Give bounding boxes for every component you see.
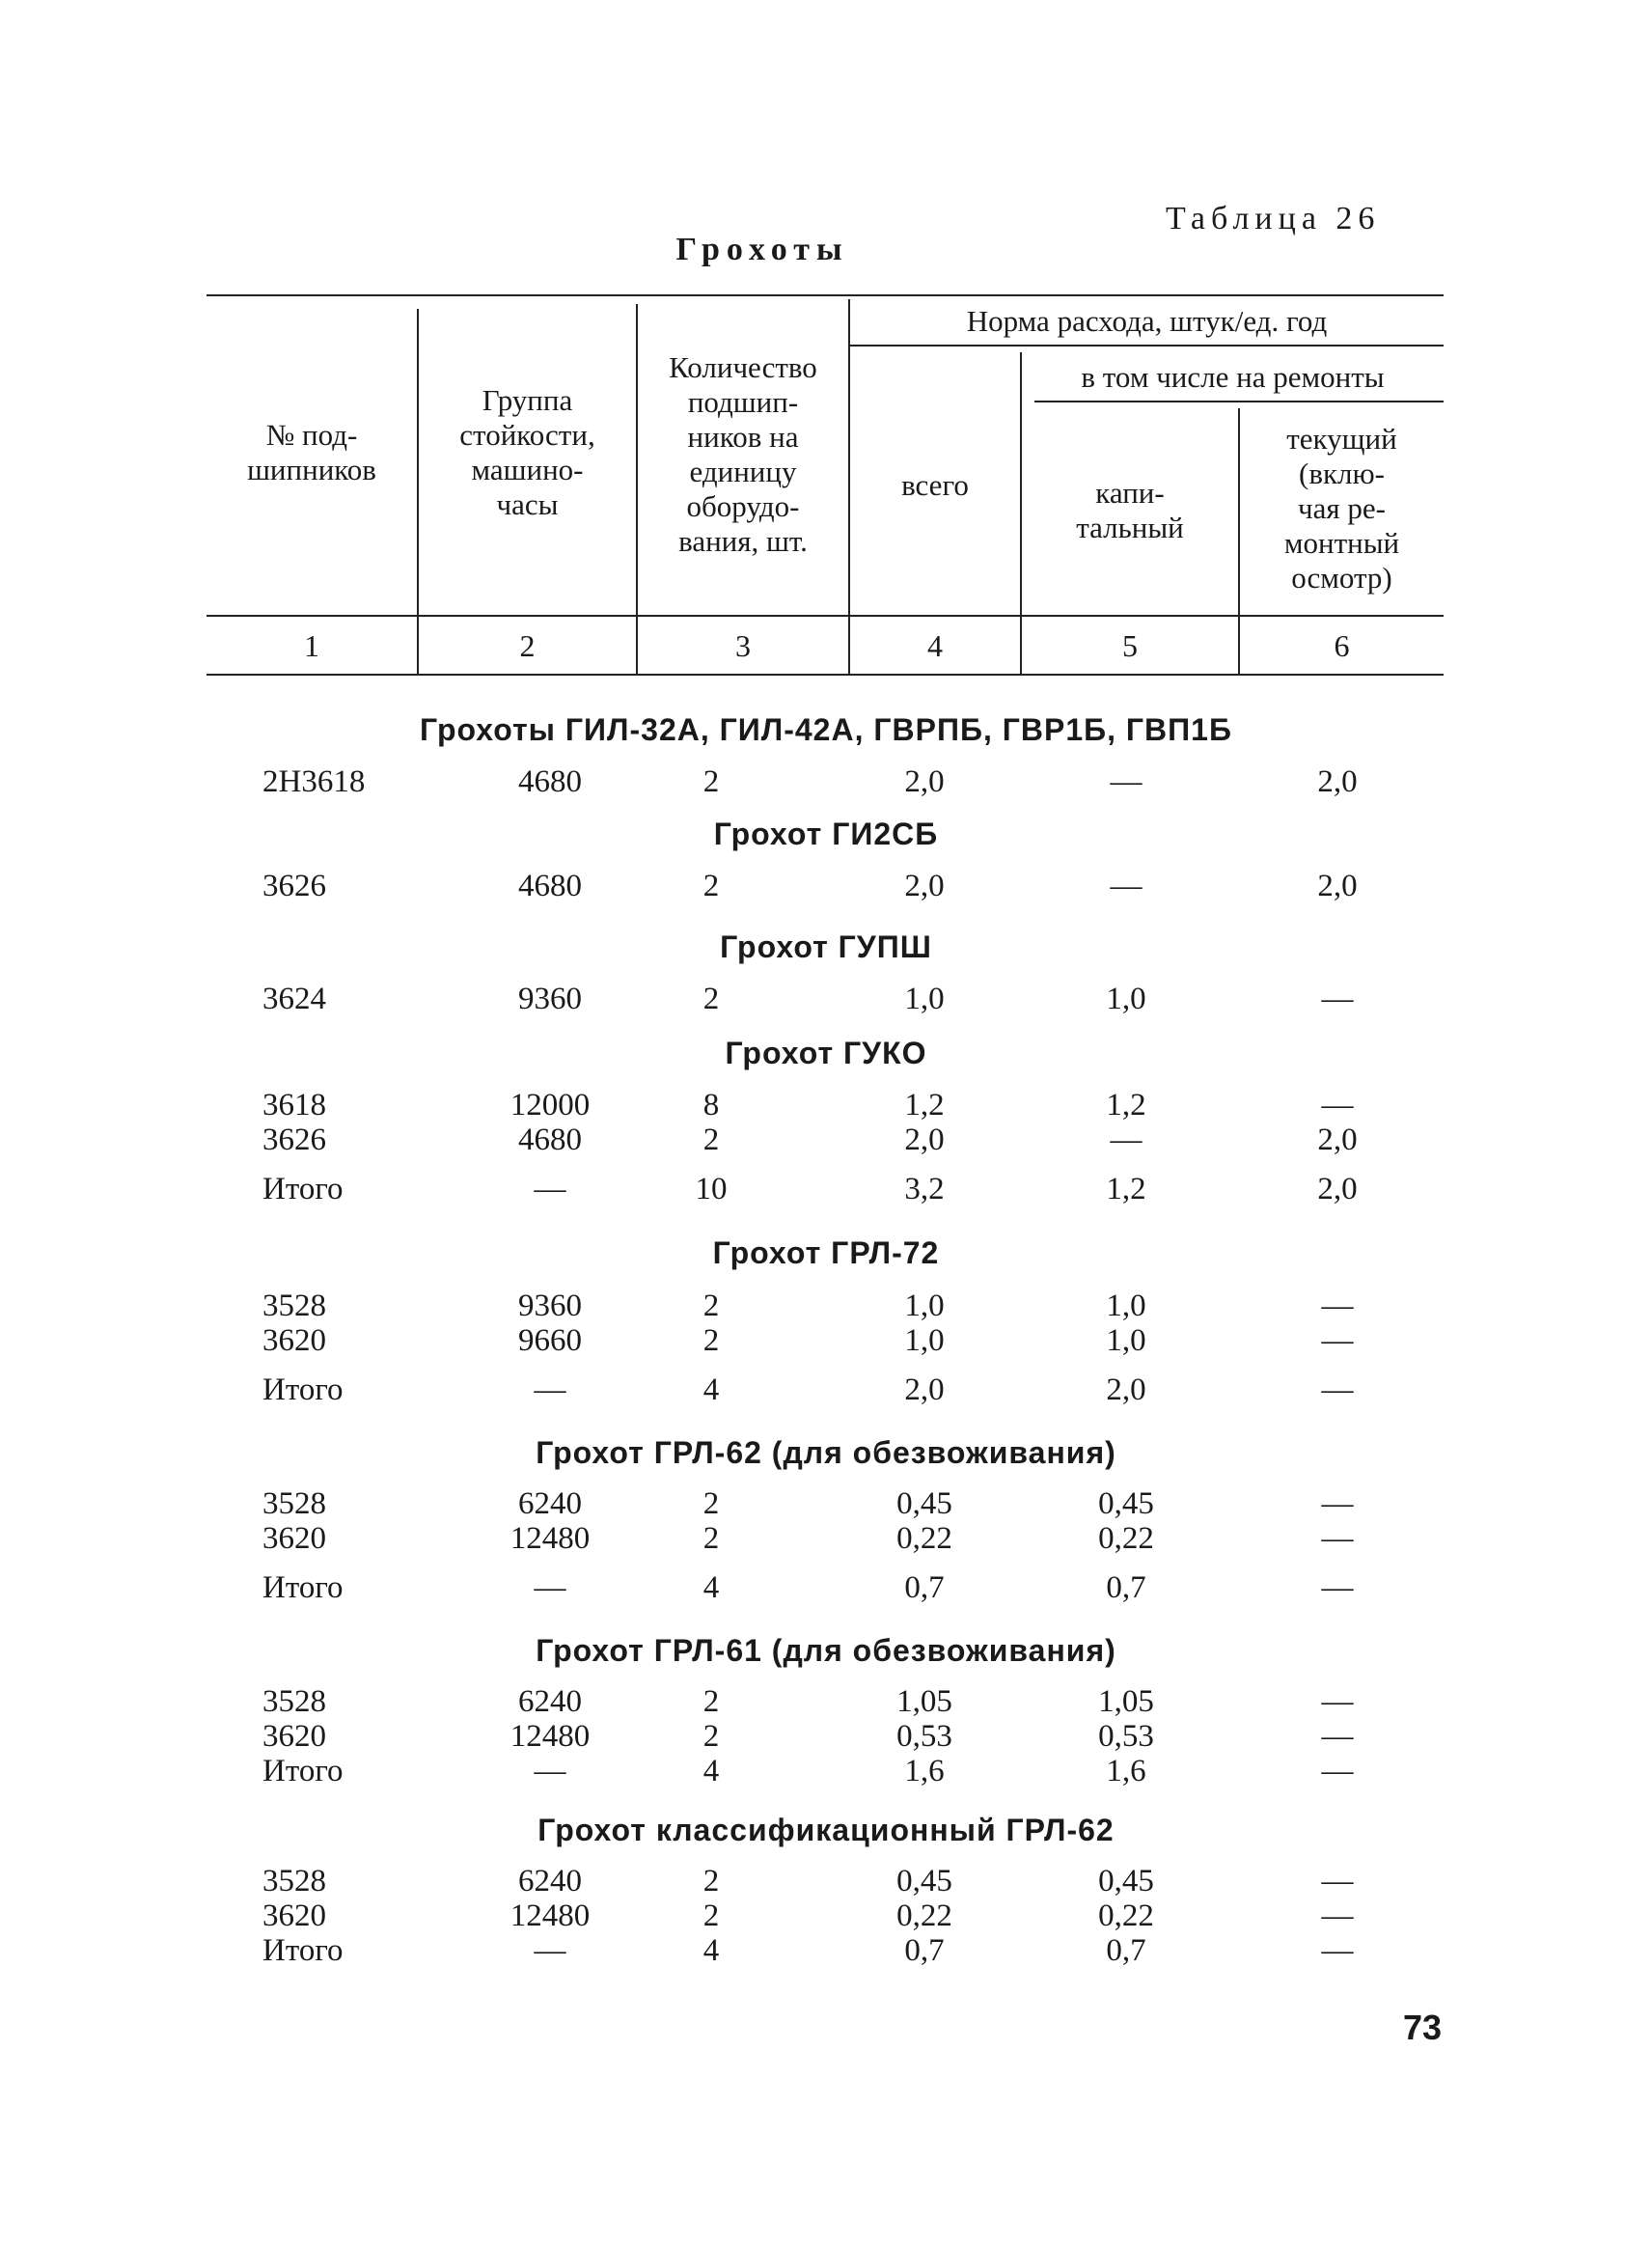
cell-current: —: [1321, 1719, 1354, 1754]
cell-quantity: 4: [702, 1570, 720, 1605]
total-row: [0, 1172, 1652, 1210]
cell-capital: 1,2: [1106, 1088, 1146, 1122]
cell-quantity: 2: [702, 1486, 720, 1521]
cell-bearing: 3528: [262, 1864, 326, 1899]
cell-capital: 0,45: [1098, 1864, 1154, 1899]
cell-capital: 2,0: [1106, 1372, 1146, 1407]
cell-durability: 12480: [509, 1521, 591, 1556]
table-row: [0, 1088, 1652, 1126]
cell-capital: —: [1110, 1122, 1143, 1157]
cell-capital: 0,45: [1098, 1486, 1154, 1521]
cell-quantity: 8: [702, 1088, 720, 1122]
cell-bearing: Итого: [262, 1172, 344, 1206]
cell-durability: —: [534, 1570, 566, 1605]
cell-current: —: [1321, 1372, 1354, 1407]
cell-total: 2,0: [904, 764, 945, 799]
cell-current: 2,0: [1317, 1122, 1358, 1157]
cell-total: 0,22: [896, 1521, 952, 1556]
cell-capital: —: [1110, 764, 1143, 799]
table-row: [0, 869, 1652, 907]
cell-durability: 6240: [518, 1684, 582, 1719]
cell-current: 2,0: [1317, 869, 1358, 903]
cell-current: —: [1321, 1289, 1354, 1323]
table-row: [0, 982, 1652, 1020]
cell-quantity: 2: [702, 1864, 720, 1899]
cell-bearing: 3620: [262, 1899, 326, 1933]
cell-bearing: 3620: [262, 1521, 326, 1556]
table-row: [0, 1684, 1652, 1723]
total-row: [0, 1570, 1652, 1609]
cell-bearing: 3528: [262, 1289, 326, 1323]
cell-total: 2,0: [904, 1122, 945, 1157]
cell-durability: —: [534, 1933, 566, 1968]
cell-bearing: Итого: [262, 1372, 344, 1407]
header-top-rule: [206, 294, 1444, 296]
cell-capital: 1,0: [1106, 1289, 1146, 1323]
cell-quantity: 4: [702, 1933, 720, 1968]
cell-total: 1,2: [904, 1088, 945, 1122]
header-incl: в том числе на ремонты: [1081, 360, 1385, 394]
table-row: [0, 1122, 1652, 1161]
header-bottom-rule: [206, 615, 1444, 617]
section-title: Грохот классификационный ГРЛ-62: [537, 1813, 1115, 1847]
col-number-2: 2: [519, 628, 536, 663]
table-row: [0, 1899, 1652, 1937]
col-number-3: 3: [735, 628, 751, 663]
cell-durability: 4680: [518, 1122, 582, 1157]
cell-capital: 1,2: [1106, 1172, 1146, 1206]
header-col1: № под- шипников: [247, 418, 376, 486]
cell-bearing: 3618: [262, 1088, 326, 1122]
cell-capital: 1,05: [1098, 1684, 1154, 1719]
cell-capital: 0,7: [1106, 1570, 1146, 1605]
table-row: [0, 1864, 1652, 1902]
header-col6: текущий (вклю- чая ре- монтный осмотр): [1283, 422, 1400, 595]
cell-quantity: 2: [702, 764, 720, 799]
total-row: [0, 1754, 1652, 1792]
cell-total: 1,0: [904, 982, 945, 1016]
cell-durability: 12480: [509, 1899, 591, 1933]
cell-capital: 1,6: [1106, 1754, 1146, 1788]
section-title: Грохот ГРЛ-61 (для обезвоживания): [536, 1633, 1116, 1668]
cell-total: 0,22: [896, 1899, 952, 1933]
cell-capital: 0,22: [1098, 1899, 1154, 1933]
total-row: [0, 1372, 1652, 1411]
col-number-1: 1: [304, 628, 319, 663]
cell-total: 1,0: [904, 1289, 945, 1323]
cell-bearing: 3620: [262, 1323, 326, 1358]
section-title: Грохот ГУКО: [725, 1036, 927, 1070]
cell-quantity: 2: [702, 1323, 720, 1358]
table-row: [0, 764, 1652, 803]
cell-current: 2,0: [1317, 1172, 1358, 1206]
cell-bearing: 3626: [262, 869, 326, 903]
norm-rule: [848, 345, 1444, 346]
cell-quantity: 2: [702, 982, 720, 1016]
page-number: 73: [1403, 2008, 1443, 2047]
cell-capital: 1,0: [1106, 982, 1146, 1016]
cell-capital: 0,7: [1106, 1933, 1146, 1968]
cell-quantity: 4: [702, 1372, 720, 1407]
cell-durability: 9360: [518, 982, 582, 1016]
cell-durability: 6240: [518, 1486, 582, 1521]
cell-capital: 1,0: [1106, 1323, 1146, 1358]
cell-quantity: 2: [702, 1899, 720, 1933]
cell-quantity: 2: [702, 1289, 720, 1323]
cell-total: 2,0: [904, 1372, 945, 1407]
cell-capital: —: [1110, 869, 1143, 903]
table-row: [0, 1486, 1652, 1525]
cell-quantity: 2: [702, 1122, 720, 1157]
cell-bearing: 3528: [262, 1486, 326, 1521]
section-title: Грохот ГУПШ: [720, 929, 932, 964]
section-title: Грохоты ГИЛ-32А, ГИЛ-42А, ГВРПБ, ГВР1Б, ГВП1Б: [420, 712, 1232, 747]
cell-bearing: 3626: [262, 1122, 326, 1157]
cell-bearing: 3528: [262, 1684, 326, 1719]
cell-total: 0,7: [904, 1933, 945, 1968]
header-col2: Группа стойкости, машино- часы: [459, 383, 595, 521]
cell-total: 0,7: [904, 1570, 945, 1605]
cell-quantity: 2: [702, 1521, 720, 1556]
header-norm: Норма расхода, штук/ед. год: [966, 304, 1328, 338]
cell-bearing: 3620: [262, 1719, 326, 1754]
cell-durability: —: [534, 1172, 566, 1206]
cell-current: —: [1321, 1521, 1354, 1556]
table-label: Таблица 26: [1166, 201, 1381, 236]
cell-bearing: Итого: [262, 1933, 344, 1968]
cell-total: 3,2: [904, 1172, 945, 1206]
cell-current: —: [1321, 1754, 1354, 1788]
table-row: [0, 1289, 1652, 1327]
cell-quantity: 4: [702, 1754, 720, 1788]
section-title: Грохот ГРЛ-72: [712, 1235, 940, 1270]
cell-total: 0,45: [896, 1486, 952, 1521]
total-row: [0, 1933, 1652, 1972]
cell-current: —: [1321, 982, 1354, 1016]
cell-quantity: 2: [702, 1719, 720, 1754]
page-title: Грохоты: [675, 232, 849, 267]
section-title: Грохот ГИ2СБ: [713, 817, 939, 851]
cell-durability: —: [534, 1372, 566, 1407]
cell-durability: 4680: [518, 764, 582, 799]
cell-durability: 12000: [509, 1088, 591, 1122]
cell-current: —: [1321, 1570, 1354, 1605]
cell-current: —: [1321, 1684, 1354, 1719]
cell-total: 1,6: [904, 1754, 945, 1788]
cell-bearing: Итого: [262, 1570, 344, 1605]
cell-current: 2,0: [1317, 764, 1358, 799]
cell-current: —: [1321, 1088, 1354, 1122]
cell-current: —: [1321, 1323, 1354, 1358]
cell-quantity: 2: [702, 1684, 720, 1719]
cell-quantity: 2: [702, 869, 720, 903]
cell-durability: 6240: [518, 1864, 582, 1899]
table-row: [0, 1323, 1652, 1362]
cell-durability: 4680: [518, 869, 582, 903]
cell-capital: 0,22: [1098, 1521, 1154, 1556]
cell-capital: 0,53: [1098, 1719, 1154, 1754]
cell-current: —: [1321, 1486, 1354, 1521]
cell-current: —: [1321, 1899, 1354, 1933]
section-title: Грохот ГРЛ-62 (для обезвоживания): [536, 1435, 1116, 1470]
cell-current: —: [1321, 1864, 1354, 1899]
cell-durability: —: [534, 1754, 566, 1788]
cell-bearing: 2Н3618: [262, 764, 366, 799]
header-col3: Количество подшип- ников на единицу оборудо- вания, шт.: [669, 350, 817, 558]
cell-current: —: [1321, 1933, 1354, 1968]
cell-durability: 9660: [518, 1323, 582, 1358]
header-col5: капи- тальный: [1076, 476, 1184, 544]
cell-total: 0,45: [896, 1864, 952, 1899]
col-number-6: 6: [1334, 628, 1350, 663]
col-number-4: 4: [927, 628, 943, 663]
header-col4: всего: [901, 468, 969, 502]
table-header: [206, 294, 1444, 679]
col-number-5: 5: [1122, 628, 1138, 663]
cell-durability: 9360: [518, 1289, 582, 1323]
cell-total: 1,0: [904, 1323, 945, 1358]
cell-total: 2,0: [904, 869, 945, 903]
cell-total: 1,05: [896, 1684, 952, 1719]
incl-rule: [1034, 401, 1444, 402]
table-row: [0, 1719, 1652, 1758]
cell-durability: 12480: [509, 1719, 591, 1754]
cell-quantity: 10: [695, 1172, 728, 1206]
table-row: [0, 1521, 1652, 1560]
numbers-bottom-rule: [206, 674, 1444, 676]
cell-bearing: 3624: [262, 982, 326, 1016]
cell-total: 0,53: [896, 1719, 952, 1754]
cell-bearing: Итого: [262, 1754, 344, 1788]
